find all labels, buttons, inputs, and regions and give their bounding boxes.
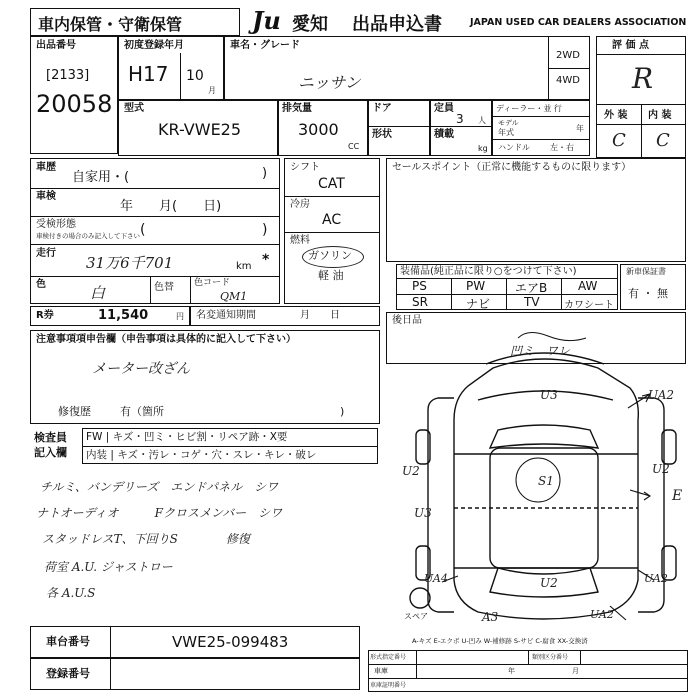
bottom-garage-cert-label: 車庫証明番号 bbox=[370, 682, 407, 689]
equip-pw: PW bbox=[466, 279, 486, 293]
reg-month: 10 bbox=[186, 68, 204, 84]
ac-label: 冷房 bbox=[290, 199, 310, 210]
displacement-value: 3000 bbox=[298, 120, 339, 139]
vehicle-name-label: 車名・グレード bbox=[230, 40, 300, 51]
vehicle-name-value: ニッサン bbox=[298, 73, 361, 92]
sales-point-box bbox=[386, 158, 686, 262]
ownership-label: 名変通知期間 bbox=[196, 310, 256, 321]
exterior-value: C bbox=[612, 130, 626, 151]
handle-label: ハンドル bbox=[498, 143, 530, 152]
displacement-unit: CC bbox=[348, 142, 360, 151]
recycle-value: 11,540 bbox=[98, 308, 149, 323]
mileage-mark: * bbox=[262, 252, 270, 268]
model-year-label2: 年式 bbox=[498, 128, 514, 137]
diagram-label-u3-left: U3 bbox=[414, 506, 432, 520]
repair-value: 有（箇所 bbox=[120, 405, 164, 418]
first-reg-label: 初度登録年月 bbox=[124, 40, 184, 51]
diagram-label-u2-rear: U2 bbox=[540, 576, 558, 590]
section-title: 車内保管・守衛保管 bbox=[38, 15, 183, 34]
disposal-sub: 車検付きの場合のみ記入して下さい bbox=[36, 232, 140, 240]
spare-label: スペア bbox=[404, 612, 428, 621]
shift-label: シフト bbox=[290, 162, 320, 173]
recycle-unit: 円 bbox=[176, 312, 184, 321]
displacement-label: 排気量 bbox=[282, 103, 312, 114]
color-code-label: 色コード bbox=[194, 278, 231, 288]
mileage-value: 31万6千701 bbox=[86, 254, 174, 272]
logo-text: Ju bbox=[252, 6, 281, 35]
diagram-label-a3: A3 bbox=[482, 610, 499, 624]
inspector-hw-3: スタッドレスT、下回りS 修復 bbox=[42, 532, 250, 546]
capacity-unit: 人 bbox=[478, 116, 486, 125]
reg-month-unit: 月 bbox=[208, 86, 216, 95]
fuel-circle bbox=[302, 246, 364, 268]
damage-legend: A-キズ E-エクボ U-凹み W-補修跡 S-サビ C-腐食 XX-交換済 bbox=[412, 637, 588, 645]
model-year-label: モデル bbox=[498, 119, 519, 127]
usage-value: 自家用・( bbox=[72, 170, 130, 185]
grade-label: 評 価 点 bbox=[612, 40, 649, 51]
usage-label: 車歴 bbox=[36, 162, 56, 173]
new-car-label: 新車保証書 bbox=[626, 267, 666, 276]
bottom-month-label: 月 bbox=[572, 667, 579, 675]
shape-label: 形状 bbox=[372, 129, 392, 140]
interior-value: C bbox=[656, 130, 670, 151]
diagram-label-e: E bbox=[672, 488, 683, 504]
color-value: 白 bbox=[90, 284, 106, 302]
grade-value: R bbox=[632, 62, 654, 95]
color-change-label: 色替 bbox=[154, 282, 174, 293]
equip-leather-seat: カワシート bbox=[564, 300, 614, 311]
association-name: JAPAN USED CAR DEALERS ASSOCIATION bbox=[470, 17, 687, 28]
form-title: 出品申込書 bbox=[352, 14, 442, 35]
repair-label: 修復歴 bbox=[58, 405, 91, 418]
equip-airbag: エアB bbox=[515, 281, 548, 295]
bottom-year-label: 年 bbox=[508, 667, 515, 675]
fuel-label: 燃料 bbox=[290, 235, 310, 246]
drive-2wd: 2WD bbox=[556, 50, 580, 61]
equip-navi: ナビ bbox=[466, 297, 491, 311]
exterior-label: 外 装 bbox=[604, 110, 628, 121]
recycle-label: R券 bbox=[36, 310, 54, 321]
inspector-hw-2: ナトオーディオ Fクロスメンバー シワ bbox=[36, 506, 283, 520]
diagram-top-note: 凹ミ ワレ bbox=[510, 344, 571, 358]
lot-sub-number: [2133] bbox=[46, 68, 90, 83]
equip-aw: AW bbox=[578, 279, 598, 293]
bottom-garage-label: 車庫 bbox=[374, 667, 388, 675]
fuel-alt: 軽 油 bbox=[318, 269, 344, 282]
diagram-label-u3-front: U3 bbox=[540, 388, 558, 402]
mileage-unit: km bbox=[236, 261, 252, 272]
color-label: 色 bbox=[36, 279, 46, 290]
interior-label: 内 装 bbox=[648, 110, 672, 121]
bottom-type-label: 形式指定番号 bbox=[370, 654, 407, 661]
mileage-label: 走行 bbox=[36, 248, 56, 259]
diagram-label-ua2-front: UA2 bbox=[648, 388, 675, 402]
notes-value: メーター改ざん bbox=[92, 361, 190, 377]
sales-point-label: セールスポイント（正常に機能するものに限ります） bbox=[392, 162, 632, 173]
repair-close: ) bbox=[340, 405, 345, 418]
disposal-open: ( bbox=[140, 222, 146, 238]
diagram-label-u2-left: U2 bbox=[402, 464, 420, 478]
logo-region: 愛知 bbox=[292, 14, 328, 35]
load-unit: kg bbox=[478, 144, 488, 153]
ownership-value: 月 日 bbox=[300, 310, 340, 321]
inspector-fw-line: FW | キズ・凹ミ・ヒビ割・リペア跡・X要 bbox=[86, 431, 288, 443]
bottom-class-label: 類別区分番号 bbox=[532, 654, 569, 661]
capacity-value: 3 bbox=[456, 112, 464, 126]
reg-number-label: 登録番号 bbox=[46, 667, 90, 680]
doors-label: ドア bbox=[372, 103, 392, 114]
shift-value: CAT bbox=[318, 176, 345, 192]
disposal-close: ) bbox=[262, 222, 268, 238]
equip-ps: PS bbox=[412, 279, 427, 293]
inspector-label: 検査員 bbox=[34, 431, 67, 444]
inspector-label2: 記入欄 bbox=[34, 446, 67, 459]
post-entry-label: 後日品 bbox=[392, 315, 422, 326]
inspection-label: 車検 bbox=[36, 191, 56, 202]
equipment-label: 装備品(純正品に限り○をつけて下さい) bbox=[400, 266, 577, 277]
reg-era-year: H17 bbox=[128, 62, 169, 86]
inspector-hw-1: チルミ、バンデリーズ エンドパネル シワ bbox=[40, 480, 279, 494]
diagram-label-ua2-bottom: UA2 bbox=[590, 608, 614, 621]
disposal-label: 受検形態 bbox=[36, 219, 76, 230]
lot-label: 出品番号 bbox=[36, 40, 76, 51]
dealer-label: ディーラー・並 行 bbox=[496, 104, 562, 113]
load-label: 積載 bbox=[434, 129, 454, 140]
notes-label: 注意事項項申告欄（申告事項は具体的に記入して下さい） bbox=[36, 334, 296, 345]
handle-options: 左・右 bbox=[550, 143, 574, 152]
inspector-interior-line: 内装 | キズ・汚レ・コゲ・穴・スレ・キレ・破レ bbox=[86, 449, 317, 461]
year-unit: 年 bbox=[576, 124, 584, 133]
ac-value: AC bbox=[322, 212, 342, 228]
chassis-label: 車台番号 bbox=[46, 635, 90, 648]
inspector-hw-4: 荷室 A.U. ジャストロー bbox=[44, 560, 173, 574]
model-value: KR-VWE25 bbox=[158, 120, 242, 139]
equip-sr: SR bbox=[412, 295, 428, 309]
inspector-hw-5: 各 A.U.S bbox=[46, 586, 96, 600]
model-label: 型式 bbox=[124, 103, 144, 114]
drive-4wd: 4WD bbox=[556, 75, 580, 86]
color-code-value: QM1 bbox=[220, 290, 248, 303]
diagram-label-ua4: UA4 bbox=[424, 572, 448, 585]
fuel-value: ガソリン bbox=[308, 249, 352, 262]
equip-tv: TV bbox=[524, 295, 540, 309]
inspection-value: 年 月( 日) bbox=[120, 199, 222, 214]
lot-number: 20058 bbox=[36, 90, 113, 118]
diagram-label-s1: S1 bbox=[538, 474, 554, 488]
new-car-options: 有 ・ 無 bbox=[628, 287, 668, 300]
chassis-value: VWE25-099483 bbox=[172, 633, 289, 651]
diagram-label-u2-right: U2 bbox=[652, 462, 670, 476]
usage-close: ) bbox=[262, 166, 268, 181]
diagram-label-ua2-rear-right: UA2 bbox=[644, 572, 668, 585]
capacity-label: 定員 bbox=[434, 103, 454, 114]
